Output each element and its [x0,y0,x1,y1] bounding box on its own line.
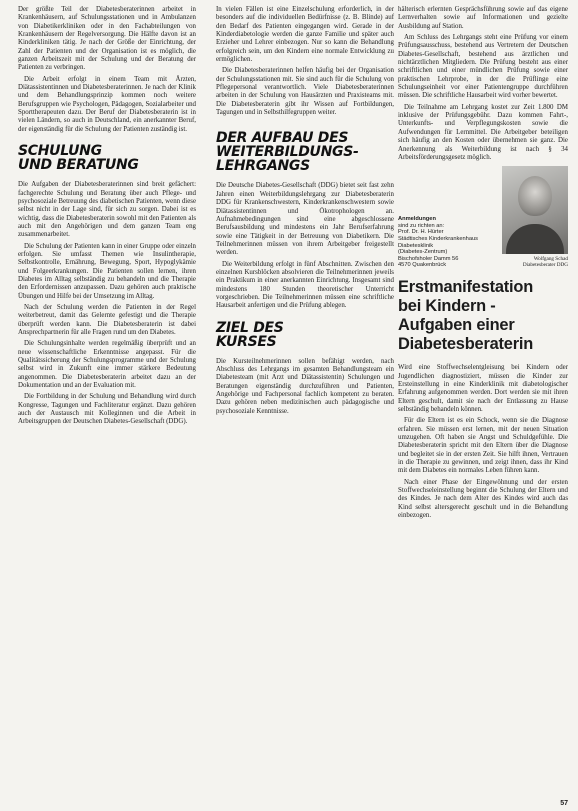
paragraph: Die Weiterbildung erfolgt in fünf Abschnitten. Zwischen den einzelnen Kursblöcken absolvieren die Teilnehmerinnen jeweils ein Praktikum in einer anerkannten Einrichtung. Insgesamt sind mindestens 180 Stunden theoretischer Unterricht vorgeschrieben. Die Teilnehmerinnen müssen eine schriftliche Hausarbeit anfertigen und die Prüfung ablegen. [216,260,394,310]
column-1 [18,6,196,430]
author-portrait-photo [502,166,568,254]
paragraph: hälterisch erlernten Gesprächsführung sowie auf das eigene Lernverhalten sowie auf Informationen und gezielte Ausbildung auf Station. [398,6,568,30]
heading-line: WEITERBILDUNGS- [216,144,359,161]
paragraph: Die Kursteilnehmerinnen sollen befähigt werden, nach Abschluss des Lehrgangs im gesamten Behandlungsteam ein Diabetesteam (mit Arzt und Diätassistentin) Schulungen und Beratungen eigenständig durchzuführen und Patienten, Angehörige und Fachpersonal fachlich kompetent zu beraten. Dazu gehören neben medizinischen auch pädagogische und psychosoziale Kenntnisse. [216,357,394,415]
photo-caption [496,256,568,268]
article-title [398,278,568,354]
heading-line: ZIEL DES [216,319,284,336]
address-line: Städtisches Kinderkrankenhaus [398,235,478,242]
photo-block [398,166,568,270]
paragraph: Die Fortbildung in der Schulung und Behandlung wird durch Kongresse, Tagungen und Fachliteratur ergänzt. Dazu gehören auch der Austausch mit Kolleginnen und die Arbeit in Arbeitsgruppen der Deutschen Diabetes-Gesellschaft (DDG). [18,393,196,426]
paragraph: In vielen Fällen ist eine Einzelschulung erforderlich, in der besonders auf die individuellen Bedürfnisse (z. B. Blinde) auf den Bedarf des Patienten eingegangen wird. Gerade in der Kinderdiabetologie werden die ganze Familie und später auch Erzieher und Lehrer einbezogen. Nur so kann die Behandlung erfolgreich sein, um den Kindern eine normale Entwicklung zu ermöglichen. [216,6,394,64]
portrait-head [518,176,552,216]
paragraph: Am Schluss des Lehrgangs steht eine Prüfung vor einem Prüfungsausschuss, bestehend aus Vertretern der Deutschen Diabetes-Gesellschaft, bestehend aus ärztlichen und nichtärztlichen Mitgliedern. Die Prüfung besteht aus einer schriftlichen und einer mündlichen Prüfung sowie einer praktischen Lehrprobe, in der die Prüflinge eine Schulungseinheit vor einer Patientengruppe durchführen müssen. Die schriftliche Hausarbeit wird vorher bewertet. [398,34,568,100]
address-line: Bischofsholer Damm 56 [398,255,459,262]
column-3 [398,6,568,523]
title-line: Erstmanifestation [398,278,534,297]
registration-address [398,216,492,269]
paragraph: Die Diabetesberaterinnen helfen häufig bei der Organisation der Schulungsstationen mit. Sie sind auch für die Schulung von Pflegepersonal verantwortlich. Viele Diabetesberaterinnen arbeiten in der Schulung von Hausärzten und Praxisteams mit. Die Diabetesberaterin gibt ihr Wissen auf Fortbildungen, Tagungen und in Selbsthilfegruppen weiter. [216,67,394,117]
address-label: Anmeldungen [398,216,436,223]
paragraph: Die Aufgaben der Diabetesberaterinnen sind breit gefächert: fachgerechte Schulung und Beratung über auch Pflege- und psychosoziale Betreuung des diabetischen Patienten, wenn diese selbst nicht in der Lage sind, für sich zu sorgen. Dabei ist es wichtig, dass die Diabetesberaterin sowohl mit den Patienten als auch mit den Angehörigen und dem ganzen Team eng zusammenarbeitet. [18,181,196,239]
paragraph: Die Deutsche Diabetes-Gesellschaft (DDG) bietet seit fast zehn Jahren einen Weiterbildungslehrgang zur Diabetesberaterin DDG für Krankenschwestern, Kinderkrankenschwestern sowie Diätassistentinnen und Ökotrophologen an. Aufnahmebedingungen sind eine abgeschlossene Berufsausbildung und mindestens ein Jahr Berufserfahrung sowie eine Tätigkeit in der Betreuung von Diabetikern. Die Teilnehmerinnen müssen von ihrem Arbeitgeber freigestellt werden. [216,182,394,257]
address-line: Diabetesklinik [398,242,434,249]
paragraph: Nach einer Phase der Eingewöhnung und der ersten Stoffwechseleinstellung beginnt die Schulung der Eltern und des Kindes. Je nach dem Alter des Kindes wird auch das Kind selbst altersgerecht geschult und in die Behandlung einbezogen. [398,478,568,520]
title-line: Diabetesberaterin [398,335,534,354]
paragraph: Die Schulung der Patienten kann in einer Gruppe oder einzeln erfolgen. Sie umfasst Themen wie Insulintherapie, Selbstkontrolle, Ernährung, Bewegung, Sport, Hypoglykämie und Folgeerkrankungen. Die Patienten sollen lernen, ihren Diabetes im Alltag selbständig zu behandeln und die Therapie den Erfordernissen anzupassen. Dazu gehören auch praktische Übungen und Hilfe bei der Umsetzung im Alltag. [18,242,196,300]
address-line: 4570 Quakenbrück [398,262,447,269]
section-heading-schulung [18,144,196,172]
caption-name: Wolfgang Schad [533,256,568,263]
heading-line: SCHULUNG [18,143,102,160]
paragraph: Nach der Schulung werden die Patienten in der Regel weiterbetreut, damit das Gelernte gefestigt und die Therapie überprüft werden kann. Die Diabetesberaterin ist dabei Ansprechpartnerin für alle Fragen rund um den Diabetes. [18,303,196,336]
address-line: sind zu richten an: [398,222,445,229]
title-line: bei Kindern - [398,297,496,316]
column-2 [216,6,394,419]
address-line: Prof. Dr. H. Hürter [398,229,444,236]
heading-line: KURSES [216,333,277,350]
title-line: Aufgaben einer [398,316,515,335]
heading-line: UND BERATUNG [18,157,139,174]
paragraph: Die Teilnahme am Lehrgang kostet zur Zeit 1.800 DM inklusive der Prüfungsgebühr. Dazu kommen Fahrt-, Unterkunfts- und Verpflegungskosten sowie die Aufwendungen für Lernmittel. Die Arbeitgeber beteiligen sich häufig an den Kosten oder übernehmen sie ganz. Die Anerkennung als Weiterbildung ist nach § 34 Arbeitsförderungsgesetz möglich. [398,103,568,161]
caption-role: Diabetesberater DDG [522,262,568,269]
section-heading-ziel [216,321,394,349]
heading-line: DER AUFBAU DES [216,130,349,147]
address-line: (Diabetes-Zentrum) [398,249,448,256]
heading-line: LEHRGANGS [216,158,310,175]
paragraph: Der größte Teil der Diabetesberaterinnen arbeitet in Krankenhäusern, auf Schulungsstationen und in Ambulanzen von Diabetikerkliniken oder in den Fachabteilungen von Krankenhäusern der Regelversorgung. Die Hälfte davon ist an Kinderkliniken tätig. Je nach der Größe der Einrichtung, der Zahl der Patienten und der Organisation ist es möglich, die ganzen Arbeitszeit mit der Schulung und der Beratung der Patienten zu verbringen. [18,6,196,72]
paragraph: Für die Eltern ist es ein Schock, wenn sie die Diagnose erfahren. Sie müssen erst lernen, mit der neuen Situation umzugehen. Oft haben sie Angst und Schuldgefühle. Die Diabetesberaterin spricht mit den Eltern über die Diagnose und begleitet sie in der ersten Zeit. Sie hilft ihnen, Vertrauen in die Therapie zu gewinnen, und zeigt ihnen, dass ihr Kind mit dem Diabetes ein normales Leben führen kann. [398,417,568,475]
page-number: 57 [560,800,568,807]
portrait-shoulders [506,224,564,254]
paragraph: Die Schulungsinhalte werden regelmäßig überprüft und an neue wissenschaftliche Erkenntnisse angepasst. Für die Qualitätssicherung der Schulungsprogramme und der Schulung selbst wird in Zukunft eine immer stärkere Bedeutung angenommen. Die Diabetesberaterin arbeitet dazu an der Dokumentation und an der Evaluation mit. [18,340,196,390]
section-heading-aufbau [216,131,394,173]
paragraph: Wird eine Stoffwechselentgleisung bei Kindern oder Jugendlichen diagnostiziert, müssen die Kinder zur Ersteinstellung in eine Kinderklinik mit diabetologischer Erfahrung aufgenommen werden. Dort werden sie mit ihren Eltern geschult, damit sie nach der Entlassung zu Hause selbständig behandeln können. [398,364,568,413]
paragraph: Die Arbeit erfolgt in einem Team mit Ärzten, Diätassistentinnen und Diabetesberaterinnen. Je nach der Klinik und dem Behandlungsprinzip kommen noch weitere Berufsgruppen wie Psychologen, Pädagogen, Sozialarbeiter und Sporttherapeuten dazu. Der Beruf der Diabetesberaterin ist in vielen Ländern, so auch in Deutschland, ein anerkannter Beruf, der eigenständig für die Schulung der Patienten zuständig ist. [18,75,196,133]
